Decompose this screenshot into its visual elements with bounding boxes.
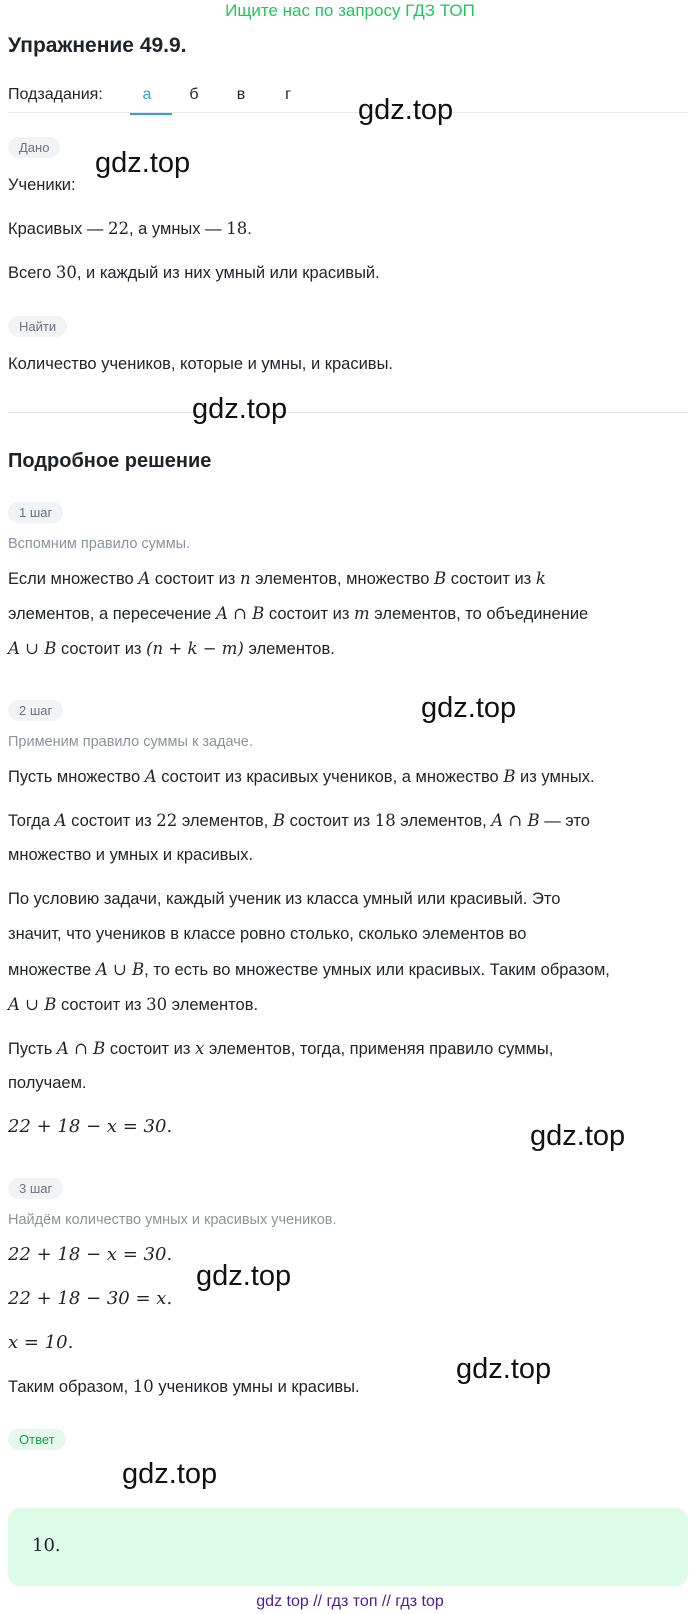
text-span: элементов, xyxy=(395,812,492,830)
tab-b[interactable]: б xyxy=(189,86,199,103)
find-chip: Найти xyxy=(8,316,67,337)
text-span: состоит из xyxy=(264,605,355,623)
text-span: — это xyxy=(539,812,590,830)
var-B: B xyxy=(433,569,447,588)
step3-eq2: 22 + 18 − 30 = x. xyxy=(8,1288,173,1309)
step1-line3 xyxy=(8,639,335,659)
step1-chip: 1 шаг xyxy=(8,502,63,523)
text-span: элементов, а пересечение xyxy=(8,605,216,623)
expr-a-cap-b: A ∩ B xyxy=(491,811,540,830)
text-span: элементов, тогда, применяя правило суммы, xyxy=(204,1040,554,1058)
text-span: элементов. xyxy=(167,996,259,1014)
text-span: Тогда xyxy=(8,812,55,830)
num-22: 22 xyxy=(156,811,178,830)
footer-links[interactable]: gdz top // гдз топ // гдз top xyxy=(256,1593,444,1610)
var-A: A xyxy=(144,767,157,786)
text-span: из умных. xyxy=(515,768,595,786)
var-x: x xyxy=(195,1039,205,1058)
tab-a[interactable]: а xyxy=(142,86,152,103)
var-k: k xyxy=(535,569,546,588)
var-n: n xyxy=(239,569,251,588)
given-counts xyxy=(8,219,252,239)
text-span: состоит из xyxy=(105,1040,195,1058)
text-span: состоит из красивых учеников, а множество xyxy=(156,768,504,786)
var-A: A xyxy=(138,569,151,588)
step3-chip: 3 шаг xyxy=(8,1178,63,1199)
step3-hint: Найдём количество умных и красивых учеников. xyxy=(8,1212,337,1228)
step2-hint: Применим правило суммы к задаче. xyxy=(8,734,253,750)
expr-a-cap-b: A ∩ B xyxy=(56,1039,106,1058)
promo-banner: Ищите нас по запросу ГДЗ ТОП xyxy=(225,1,475,20)
text-span: Пусть множество xyxy=(8,768,145,786)
step2-line6 xyxy=(8,960,610,980)
watermark: gdz.top xyxy=(456,1353,552,1385)
text-span: , а умных — xyxy=(128,220,227,238)
text-span: элементов, то объединение xyxy=(369,605,589,623)
tab-v[interactable]: в xyxy=(236,86,246,103)
watermark: gdz.top xyxy=(421,692,517,724)
expr-a-cup-b: A ∪ B xyxy=(8,995,57,1014)
step2-line9: получаем. xyxy=(8,1074,87,1092)
text-span: , и каждый из них умный или красивый. xyxy=(76,264,380,282)
text-span: элементов, множество xyxy=(250,570,434,588)
step2-chip: 2 шаг xyxy=(8,700,63,721)
step2-line2 xyxy=(8,811,590,831)
var-B: B xyxy=(272,811,285,830)
expr-a-cap-b: A ∩ B xyxy=(215,604,265,623)
active-tab-indicator xyxy=(130,113,172,115)
watermark: gdz.top xyxy=(530,1120,626,1152)
step1-hint: Вспомним правило суммы. xyxy=(8,536,191,552)
step3-eq3: x = 10. xyxy=(8,1332,74,1353)
section-divider xyxy=(8,412,688,413)
text-span: состоит из xyxy=(284,812,375,830)
answer-chip: Ответ xyxy=(8,1429,66,1450)
text-span: Красивых — xyxy=(8,220,108,238)
text-span: элементов. xyxy=(243,640,335,658)
watermark: gdz.top xyxy=(196,1260,292,1292)
num-30: 30 xyxy=(146,995,168,1014)
num-10: 10 xyxy=(132,1377,154,1396)
var-m: m xyxy=(354,604,370,623)
watermark: gdz.top xyxy=(95,147,191,179)
step1-line2 xyxy=(8,604,588,624)
text-span: состоит из xyxy=(150,570,240,588)
watermark: gdz.top xyxy=(122,1458,218,1490)
step2-line3: множество и умных и красивых. xyxy=(8,846,254,864)
given-total xyxy=(8,263,380,283)
num-22: 22 xyxy=(107,219,129,238)
formula: (n + k − m) xyxy=(146,639,244,658)
find-text: Количество учеников, которые и умны, и красивы. xyxy=(8,355,394,373)
step3-conclusion xyxy=(8,1377,360,1397)
expr-a-cup-b: A ∪ B xyxy=(8,639,57,658)
text-span: множестве xyxy=(8,961,96,979)
text-span: , то есть во множестве умных или красивых. Таким образом, xyxy=(144,961,610,979)
num-30: 30 xyxy=(55,263,77,282)
solution-heading: Подробное решение xyxy=(8,450,212,472)
text-span: Пусть xyxy=(8,1040,57,1058)
subtasks-label: Подзадания: xyxy=(8,86,103,103)
step2-line7 xyxy=(8,995,258,1015)
text-span: . xyxy=(247,220,252,238)
var-B: B xyxy=(503,767,516,786)
text-span: учеников умны и красивы. xyxy=(153,1378,360,1396)
expr-a-cup-b: A ∪ B xyxy=(95,960,145,979)
num-18: 18 xyxy=(374,811,396,830)
text-span: состоит из xyxy=(66,812,157,830)
step3-eq1: 22 + 18 − x = 30. xyxy=(8,1244,173,1265)
text-span: элементов, xyxy=(177,812,273,830)
step2-equation: 22 + 18 − x = 30. xyxy=(8,1116,173,1137)
var-A: A xyxy=(54,811,67,830)
answer-box xyxy=(8,1508,688,1586)
given-students: Ученики: xyxy=(8,176,76,194)
answer-value: 10. xyxy=(32,1535,61,1556)
text-span: состоит из xyxy=(446,570,536,588)
step2-line4: По условию задачи, каждый ученик из класса умный или красивый. Это xyxy=(8,890,561,908)
watermark: gdz.top xyxy=(358,94,454,126)
text-span: Таким образом, xyxy=(8,1378,133,1396)
watermark: gdz.top xyxy=(192,393,288,425)
tab-g[interactable]: г xyxy=(285,86,291,103)
given-chip: Дано xyxy=(8,137,60,158)
page-title: Упражнение 49.9. xyxy=(8,34,187,57)
text-span: Всего xyxy=(8,264,56,282)
text-span: состоит из xyxy=(56,640,147,658)
step1-line1 xyxy=(8,569,546,589)
text-span: состоит из xyxy=(56,996,147,1014)
num-18: 18 xyxy=(226,219,248,238)
tabs-divider xyxy=(8,112,688,113)
step2-line1 xyxy=(8,767,595,787)
step2-line8 xyxy=(8,1039,553,1059)
step2-line5: значит, что учеников в классе ровно столько, сколько элементов во xyxy=(8,925,527,943)
text-span: Если множество xyxy=(8,570,139,588)
